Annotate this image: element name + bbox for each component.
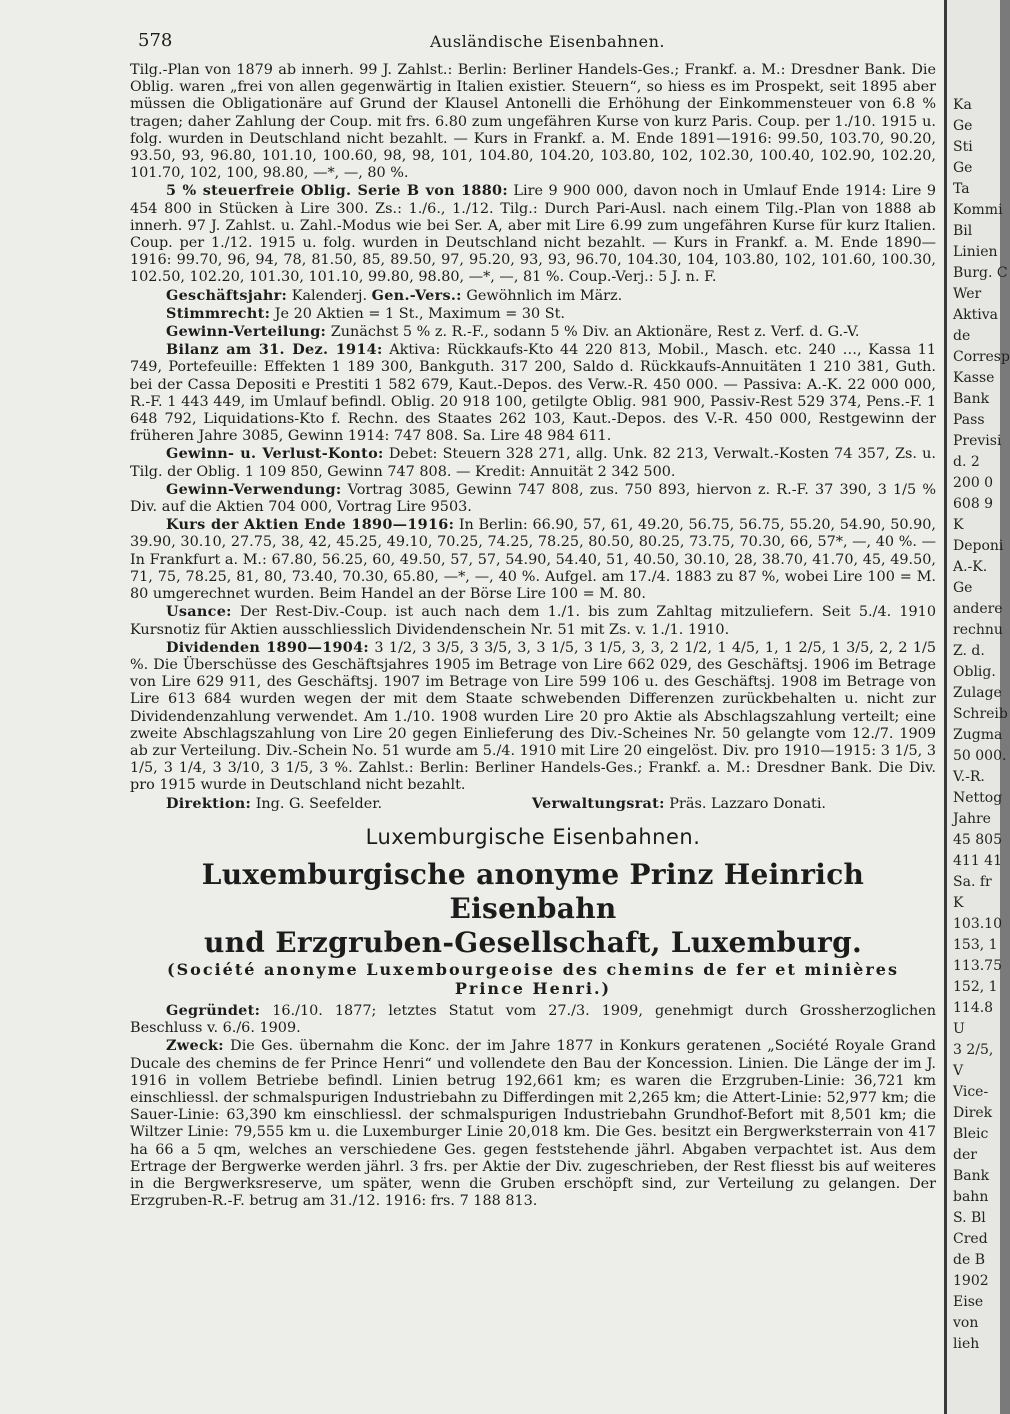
adjacent-page-fragment: 3 2/5, xyxy=(953,1042,994,1058)
adjacent-page-fragment: 411 41 xyxy=(953,853,1002,869)
section-title: Luxemburgische Eisenbahnen. xyxy=(365,824,701,849)
paragraph-zweck: Zweck: Die Ges. übernahm die Konc. der im Jahre 1877 in Konkurs geratenen „Société Royale Grand Ducale des chemins de fer Prince Henri“ und vollendete den Bau der Koncession. Linien. Die Länge der im J. 1916 in vollem Betriebe befindl. Linien betrug 192,661 km; es waren die Erzgruben-Linie: 36,721 km einschliessl. der schmalspurigen Industriebahn zu Differdingen mit 2,265 km; die Attert-Linie: 52,977 km; die Sauer-Linie: 63,390 km einschliessl. der schmalspurigen Industriebahn Grundhof-Befort mit 8,501 km; die Wiltzer Linie: 79,555 km u. die Luxemburger Linie 20,018 km. Die Ges. besitzt ein Bergwerksterrain von 417 ha 66 a 5 qm, welches an verschiedene Ges. gegen feststehende jährl. Abgaben verpachtet ist. Aus dem Ertrage der Bergwerke werden jährl. 3 frs. per Aktie der Div. zugeschrieben, der Rest fliesst bis auf weiteres in die Bergwerksreserve, um später, wenn die Gruben erschöpft sind, zur Verteilung zu gelangen. Der Erzgruben-R.-F. betrug am 31./12. 1916: frs. 7 188 813. xyxy=(130,1037,936,1210)
adjacent-page-fragment: K xyxy=(953,517,964,533)
adjacent-page-fragment: der xyxy=(953,1147,977,1163)
page-header xyxy=(130,28,936,62)
paragraph-gegruendet: Gegründet: 16./10. 1877; letztes Statut vom 27./3. 1909, genehmigt durch Grossherzoglichen Beschluss v. 6./6. 1909. xyxy=(130,1001,936,1037)
running-title: Ausländische Eisenbahnen. xyxy=(430,32,665,51)
paragraph-direktion: Direktion: Ing. G. Seefelder. Verwaltungsrat: Präs. Lazzaro Donati. xyxy=(166,794,826,812)
adjacent-page-fragment: de B xyxy=(953,1252,985,1268)
adjacent-page-fragment: Bank xyxy=(953,391,990,407)
adjacent-page-fragment: Ge xyxy=(953,580,973,596)
paragraph-tilgung: Tilg.-Plan von 1879 ab innerh. 99 J. Zahlst.: Berlin: Berliner Handels-Ges.; Frankf. a. M.: Dresdner Bank. Die Oblig. waren „frei von allen gegenwärtig in Italien existier. Steuern“, so hiess es im Prospekt, seit 1895 aber müssen die Obligationäre auf Grund der Klausel Antonelli die Erhöhung der Einkommensteuer von 6.8 % tragen; daher Zahlung der Coup. mit frs. 6.80 zum ungefähren Kurse von kurz Paris. Coup. per 1./10. 1915 u. folg. wurden in Deutschland nicht bezahlt. — Kurs in Frankf. a. M. Ende 1891—1916: 99.50, 103.70, 90.20, 93.50, 93, 96.80, 101.10, 100.60, 98, 98, 101, 104.80, 104.20, 103.80, 102, 102.30, 100.40, 102.90, 102.20, 101.70, 102, 100, 98.80, —*, —, 80 %. xyxy=(130,62,936,182)
adjacent-page-fragment: Bil xyxy=(953,223,973,239)
adjacent-page-fragment: Direk xyxy=(953,1105,993,1121)
paragraph-dividenden: Dividenden 1890—1904: 3 1/2, 3 3/5, 3 3/5, 3, 3 1/5, 3 1/5, 3, 3, 2 1/2, 1 4/5, 1, 1 2/5, 1 3/5, 2, 2 1/5 %. Die Überschüsse des Geschäftsjahres 1905 im Betrage von Lire 662 029, des Geschäftsj. 1906 im Betrage von Lire 629 911, des Geschäftsj. 1907 im Betrage von Lire 599 106 u. des Geschäftsj. 1908 im Betrage von Lire 613 684 wurden wegen der mit dem Staate schwebenden Differenzen zurückbehalten u. nicht zur Dividendenzahlung verwendet. Am 1./10. 1908 wurden Lire 20 pro Aktie als Abschlagszahlung verteilt; eine zweite Abschlagszahlung von Lire 20 gegen Einlieferung des Div.-Scheines Nr. 50 gelangte vom 12./7. 1909 ab zur Verteilung. Div.-Schein No. 51 wurde am 5./4. 1910 mit Lire 20 eingelöst. Div. pro 1910—1915: 3 1/5, 3 1/5, 3 1/4, 3 3/10, 3 1/5, 3 %. Zahlst.: Berlin: Berliner Handels-Ges.; Frankf. a. M.: Dresdner Bank. Die Div. pro 1915 wurde in Deutschland nicht bezahlt. xyxy=(130,638,936,794)
adjacent-page-fragment: Zulage xyxy=(953,685,1002,701)
adjacent-page-fragment: Ka xyxy=(953,97,972,113)
adjacent-page-fragment: U xyxy=(953,1021,965,1037)
adjacent-page-fragment: Previsi xyxy=(953,433,1002,449)
adjacent-page-fragment: andere xyxy=(953,601,1003,617)
adjacent-page-fragment: Vice- xyxy=(953,1084,989,1100)
adjacent-page-fragment: Kasse xyxy=(953,370,995,386)
adjacent-page-fragment: Schreib xyxy=(953,706,1008,722)
paragraph-gewinn-verwendung: Gewinn-Verwendung: Vortrag 3085, Gewinn 747 808, zus. 750 893, hiervon z. R.-F. 37 390, 3 1/5 % Div. auf die Aktien 704 000, Vortrag Lire 9503. xyxy=(130,480,936,516)
adjacent-page-fragment: Ge xyxy=(953,160,973,176)
company-title: Luxemburgische anonyme Prinz Heinrich Eisenbahn und Erzgruben-Gesellschaft, Luxemburg. xyxy=(201,857,865,959)
adjacent-page-fragment: S. Bl xyxy=(953,1210,986,1226)
paragraph-kurs-aktien: Kurs der Aktien Ende 1890—1916: In Berlin: 66.90, 57, 61, 49.20, 56.75, 56.75, 55.20, 54.90, 50.90, 39.90, 30.10, 27.75, 38, 42, 45.25, 49.10, 70.25, 74.25, 78.25, 80.50, 80.25, 73.75, 70.30, 66, 57*, —, 40 %. — In Frankfurt a. M.: 67.80, 56.25, 60, 49.50, 57, 57, 54.90, 54.40, 51, 40.50, 30.10, 28, 38.70, 41.70, 45, 49.50, 71, 75, 78.25, 81, 80, 73.40, 70.30, 65.80, —*, —, 40 %. Aufgel. am 17./4. 1883 zu 87 %, wobei Lire 100 = M. 80 umgerechnet wurden. Beim Handel an der Börse Lire 100 = M. 80. xyxy=(130,516,936,603)
adjacent-page-fragment: Oblig. xyxy=(953,664,996,680)
adjacent-page-fragment: 113.75 xyxy=(953,958,1002,974)
adjacent-page-fragment: bahn xyxy=(953,1189,989,1205)
paragraph-serie-b: 5 % steuerfreie Oblig. Serie B von 1880: Lire 9 900 000, davon noch in Umlauf Ende 1914: Lire 9 454 800 in Stücken à Lire 300. Zs.: 1./6., 1./12. Tilg.: Durch Pari-Ausl. nach einem Tilg.-Plan von 1888 ab innerh. 97 J. Zahlst. u. Zahl.-Modus wie bei Ser. A, aber mit Lire 6.99 zum ungefähren Kurse für kurz Italien. Coup. per 1./12. 1915 u. folg. wurden in Deutschland nicht bezahlt. — Kurs in Frankf. a. M. Ende 1890—1916: 99.70, 96, 94, 78, 81.50, 85, 89.50, 97, 95.20, 93, 93, 96.70, 104.30, 104, 103.80, 102, 101.60, 100.30, 102.50, 102.20, 101.30, 101.10, 99.80, 98.80, —*, —, 81 %. Coup.-Verj.: 5 J. n. F. xyxy=(130,182,936,286)
adjacent-page-edge xyxy=(944,0,1010,1414)
page-number: 578 xyxy=(138,30,173,51)
adjacent-page-fragment: Linien xyxy=(953,244,998,260)
adjacent-page-fragment: Corresp xyxy=(953,349,1010,365)
adjacent-page-fragment: 45 805 xyxy=(953,832,1002,848)
paragraph-bilanz: Bilanz am 31. Dez. 1914: Aktiva: Rückkaufs-Kto 44 220 813, Mobil., Masch. etc. 240 …, Kassa 11 749, Portefeuille: Effekten 1 189 300, Bankguth. 317 200, Saldo d. Rückkaufs-Annuitäten 1 210 381, Guth. bei der Cassa Depositi e Prestiti 1 582 679, Kaut.-Depos. des Verw.-R. 450 000. — Passiva: A.-K. 22 000 000, R.-F. 1 443 449, im Umlauf befindl. Oblig. 20 918 100, getilgte Oblig. 981 900, Passiv-Rest 529 374, Pens.-F. 1 648 792, Liquidations-Kto f. Rechn. des Staates 262 103, Kaut.-Depos. des V.-R. 450 000, Restgewinn der früheren Jahre 3085, Gewinn 1914: 747 808. Sa. Lire 48 984 611. xyxy=(130,341,936,445)
company-french-name: (Société anonyme Luxembourgeoise des chemins de fer et minières Prince Henri.) xyxy=(167,959,899,998)
adjacent-page-fragment: rechnu xyxy=(953,622,1003,638)
adjacent-page-fragment: 153, 1 xyxy=(953,937,998,953)
adjacent-page-fragment: Bleic xyxy=(953,1126,989,1142)
paragraph-usance: Usance: Der Rest-Div.-Coup. ist auch nach dem 1./1. bis zum Zahltag mitzuliefern. Seit 5./4. 1910 Kursnotiz für Aktien ausschliesslich Dividendenschein Nr. 51 mit Zs. v. 1./1. 1910. xyxy=(130,603,936,638)
adjacent-page-fragment: Sti xyxy=(953,139,973,155)
adjacent-page-fragment: A.-K. xyxy=(953,559,988,575)
adjacent-page-fragment: Nettog xyxy=(953,790,1003,806)
adjacent-page-fragment: 103.10 xyxy=(953,916,1002,932)
adjacent-page-fragment: 50 000. xyxy=(953,748,1007,764)
adjacent-page-fragment: K xyxy=(953,895,964,911)
adjacent-page-fragment: Aktiva xyxy=(953,307,998,323)
paragraph-stimmrecht: Stimmrecht: Je 20 Aktien = 1 St., Maximum = 30 St. xyxy=(166,304,565,322)
document-body xyxy=(130,62,936,1210)
adjacent-page-fragment: 114.8 xyxy=(953,1000,994,1016)
adjacent-page-fragment: Eise xyxy=(953,1294,984,1310)
adjacent-page-fragment: lieh xyxy=(953,1336,980,1352)
adjacent-page-fragment: Deponi xyxy=(953,538,1004,554)
adjacent-page-fragment: d. 2 xyxy=(953,454,980,470)
adjacent-page-fragment: 200 0 xyxy=(953,475,994,491)
adjacent-page-fragment: Ta xyxy=(953,181,970,197)
adjacent-page-fragment: de xyxy=(953,328,971,344)
adjacent-page-fragment: Ge xyxy=(953,118,973,134)
adjacent-page-fragment: Z. d. xyxy=(953,643,985,659)
paragraph-gewinn-verteilung: Gewinn-Verteilung: Zunächst 5 % z. R.-F., sodann 5 % Div. an Aktionäre, Rest z. Verf. d. G.-V. xyxy=(166,323,860,341)
adjacent-page-fragment: V xyxy=(953,1063,964,1079)
adjacent-page-fragment: Bank xyxy=(953,1168,990,1184)
adjacent-page-fragment: Pass xyxy=(953,412,985,428)
adjacent-page-fragment: Cred xyxy=(953,1231,988,1247)
adjacent-page-fragment: Kommi xyxy=(953,202,1003,218)
adjacent-page-fragment: Zugma xyxy=(953,727,1003,743)
adjacent-page-fragment: 152, 1 xyxy=(953,979,998,995)
adjacent-page-fragment: von xyxy=(953,1315,979,1331)
adjacent-page-fragment: Wer xyxy=(953,286,982,302)
adjacent-page-fragment: 608 9 xyxy=(953,496,994,512)
adjacent-page-fragment: 1902 xyxy=(953,1273,989,1289)
paragraph-geschaeftsjahr: Geschäftsjahr: Kalenderj. Gen.-Vers.: Gewöhnlich im März. xyxy=(166,286,623,304)
adjacent-page-fragment: V.-R. xyxy=(953,769,985,785)
adjacent-page-fragment: Burg. C xyxy=(953,265,1008,281)
adjacent-page-fragment: Jahre xyxy=(953,811,991,827)
paragraph-gewinn-verlust: Gewinn- u. Verlust-Konto: Debet: Steuern 328 271, allg. Unk. 82 213, Verwalt.-Kosten 74 357, Zs. u. Tilg. der Oblig. 1 109 850, Gewinn 747 808. — Kredit: Annuität 2 342 500. xyxy=(130,445,937,480)
adjacent-page-fragment: Sa. fr xyxy=(953,874,992,890)
